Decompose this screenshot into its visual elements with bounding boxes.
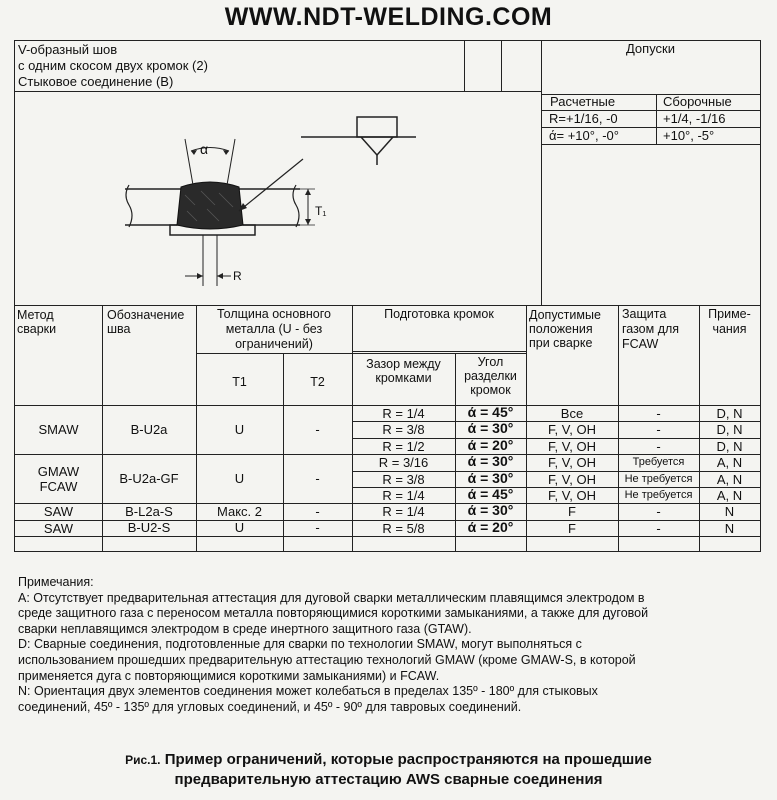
header-gap-1: Зазор между — [366, 357, 441, 371]
angle-cell: ά = 30° — [467, 502, 514, 519]
header-method-2: сварки — [17, 322, 57, 336]
method-cell: SAW — [43, 504, 74, 520]
tol-calc-r: R=+1/16, -0 — [549, 111, 618, 126]
header-t2: T2 — [310, 375, 325, 389]
joint-type: V-образный шов — [18, 42, 118, 57]
r-dim-label: R — [233, 269, 242, 283]
method-cell: SMAW — [38, 422, 79, 438]
gap-cell: R = 3/8 — [382, 471, 425, 487]
t2-cell: - — [315, 421, 320, 437]
header-gap-2: кромками — [375, 371, 432, 385]
notes-cell: D, N — [716, 422, 743, 438]
tol-line — [541, 144, 760, 145]
joint-connection: Стыковое соединение (B) — [18, 74, 174, 89]
tol-assembly-header: Сборочные — [663, 94, 732, 109]
tol-calc-a: ά= +10°, -0° — [549, 128, 619, 143]
header-divider — [15, 91, 541, 92]
gas-cell: - — [656, 520, 661, 536]
header-gas-1: Защита — [622, 307, 667, 321]
caption-line-2: предварительную аттестацию AWS сварные соединения — [174, 771, 603, 788]
gas-cell: Не требуется — [624, 489, 693, 501]
alpha-label: α — [200, 141, 209, 157]
position-cell: F, V, OH — [548, 471, 596, 487]
position-cell: F, V, OH — [548, 455, 596, 471]
header-angle-1: Угол — [477, 355, 504, 369]
position-cell: Все — [560, 406, 584, 421]
t1-dim-label: T₁ — [315, 204, 327, 218]
gas-cell: - — [656, 504, 661, 520]
tolerance-divider — [541, 41, 542, 305]
designation-cell: B-U2-S — [127, 520, 171, 535]
header-method-1: Метод — [17, 308, 54, 322]
header-designation-1: Обозначение — [107, 308, 185, 322]
t2-cell: - — [315, 470, 320, 486]
gas-cell: - — [656, 438, 661, 454]
angle-cell: ά = 20° — [467, 436, 514, 453]
note-line: соединений, 45º - 135º для угловых соединений, и 45º - 90º для тавровых соединений. — [18, 699, 522, 714]
tol-asm-a: +10°, -5° — [663, 128, 715, 143]
designation-cell: B-L2a-S — [125, 503, 173, 519]
notes-section — [18, 575, 763, 715]
position-cell: F, V, OH — [548, 422, 596, 438]
caption-line-1: Пример ограничений, которые распространяются на прошедшие — [164, 751, 652, 768]
gap-cell: R = 1/4 — [382, 406, 425, 421]
header-thickness-3: ограничений) — [235, 337, 313, 351]
gap-cell: R = 1/2 — [382, 438, 425, 454]
header-angle-3: кромок — [470, 383, 511, 397]
header-positions-1: Допустимые — [529, 308, 601, 322]
gap-cell: R = 1/4 — [382, 488, 425, 503]
caption-prefix: Рис.1. — [125, 753, 161, 767]
t2-cell: - — [315, 503, 320, 519]
note-line: N: Ориентация двух элементов соединения может колебаться в пределах 135º - 180º для стыковых — [18, 684, 598, 699]
header-cell-divider — [501, 41, 502, 91]
header-angle-2: разделки — [464, 369, 517, 383]
designation-cell: B-U2a-GF — [119, 470, 179, 486]
gas-cell: Требуется — [632, 456, 685, 469]
t1-cell: Макс. 2 — [217, 503, 262, 519]
gap-cell: R = 1/4 — [382, 504, 425, 520]
tol-calc-header: Расчетные — [550, 94, 616, 109]
note-line: применяется дуга с повторяющимися короткими замыканиями) и FCAW. — [18, 668, 440, 683]
note-line: среде защитного газа с переносом металла повторяющимися короткими замыканиями, а также для дуговой — [18, 606, 649, 621]
note-line: A: Отсутствует предварительная аттестация для дуговой сварки металлическим плавящимся электродом в — [18, 590, 645, 605]
note-line: сварки неплавящимся электродом в среде инертного защитного газа (GTAW). — [18, 621, 472, 636]
notes-cell: D, N — [716, 438, 743, 454]
site-title: WWW.NDT-WELDING.COM — [224, 3, 553, 31]
method-cell: SAW — [43, 520, 74, 536]
header-gas-2: газом для — [622, 322, 680, 336]
joint-bevel: с одним скосом двух кромок (2) — [18, 58, 208, 73]
gas-cell: Не требуется — [624, 472, 693, 485]
tolerances-title: Допуски — [625, 41, 676, 56]
header-remarks-2: чания — [712, 322, 747, 336]
prep-line — [352, 351, 526, 352]
notes-cell: D, N — [716, 406, 743, 421]
tol-asm-r: +1/4, -1/16 — [663, 111, 726, 126]
header-remarks-1: Приме- — [708, 307, 751, 321]
header-prep: Подготовка кромок — [384, 307, 494, 321]
joint-table — [14, 40, 761, 552]
header-cell-divider — [464, 41, 465, 91]
position-cell: F, V, OH — [548, 438, 596, 454]
header-positions-2: положения — [529, 322, 593, 336]
subheader-line — [196, 353, 526, 354]
note-line: D: Сварные соединения, подготовленные для сварки по технологии SMAW, могут выполняться с — [18, 637, 582, 652]
angle-cell: ά = 45° — [467, 404, 514, 420]
method-cell: GMAW — [37, 463, 80, 479]
angle-cell: ά = 30° — [467, 420, 514, 437]
position-cell: F — [568, 520, 576, 536]
notes-cell: N — [724, 504, 735, 520]
angle-cell: ά = 45° — [467, 486, 514, 502]
gas-cell: - — [656, 406, 661, 421]
header-thickness-2: металла (U - без — [225, 322, 323, 336]
angle-cell: ά = 20° — [467, 518, 514, 535]
figure-caption — [0, 750, 777, 790]
notes-cell: A, N — [716, 471, 743, 487]
row-line — [15, 536, 760, 537]
notes-cell: A, N — [716, 455, 743, 471]
notes-cell: N — [724, 520, 735, 536]
t1-cell: U — [234, 520, 245, 535]
gas-cell: - — [656, 422, 661, 438]
angle-cell: ά = 30° — [467, 453, 514, 470]
gap-cell: R = 5/8 — [382, 520, 425, 536]
method-cell: FCAW — [39, 478, 78, 494]
header-thickness-1: Толщина основного — [216, 307, 331, 321]
designation-cell: B-U2a — [130, 421, 168, 437]
gap-cell: R = 3/8 — [382, 422, 425, 438]
position-cell: F, V, OH — [548, 488, 596, 503]
notes-title: Примечания: — [18, 575, 94, 589]
weld-symbol — [301, 109, 441, 169]
gap-cell: R = 3/16 — [378, 455, 429, 471]
header-designation-2: шва — [107, 322, 131, 336]
notes-cell: A, N — [716, 488, 743, 503]
table-top — [15, 305, 760, 306]
angle-cell: ά = 30° — [467, 469, 514, 486]
header-positions-3: при сварке — [529, 336, 593, 350]
header-t1: T1 — [232, 375, 247, 389]
t1-cell: U — [234, 421, 245, 437]
t1-cell: U — [234, 470, 245, 486]
t2-cell: - — [315, 520, 320, 535]
header-gas-3: FCAW — [622, 337, 659, 351]
note-line: использованием прошедших предварительную аттестацию технологий GMAW (кроме GMAW-S, в которой — [18, 652, 636, 667]
position-cell: F — [568, 504, 576, 520]
tol-col-divider — [656, 94, 657, 144]
